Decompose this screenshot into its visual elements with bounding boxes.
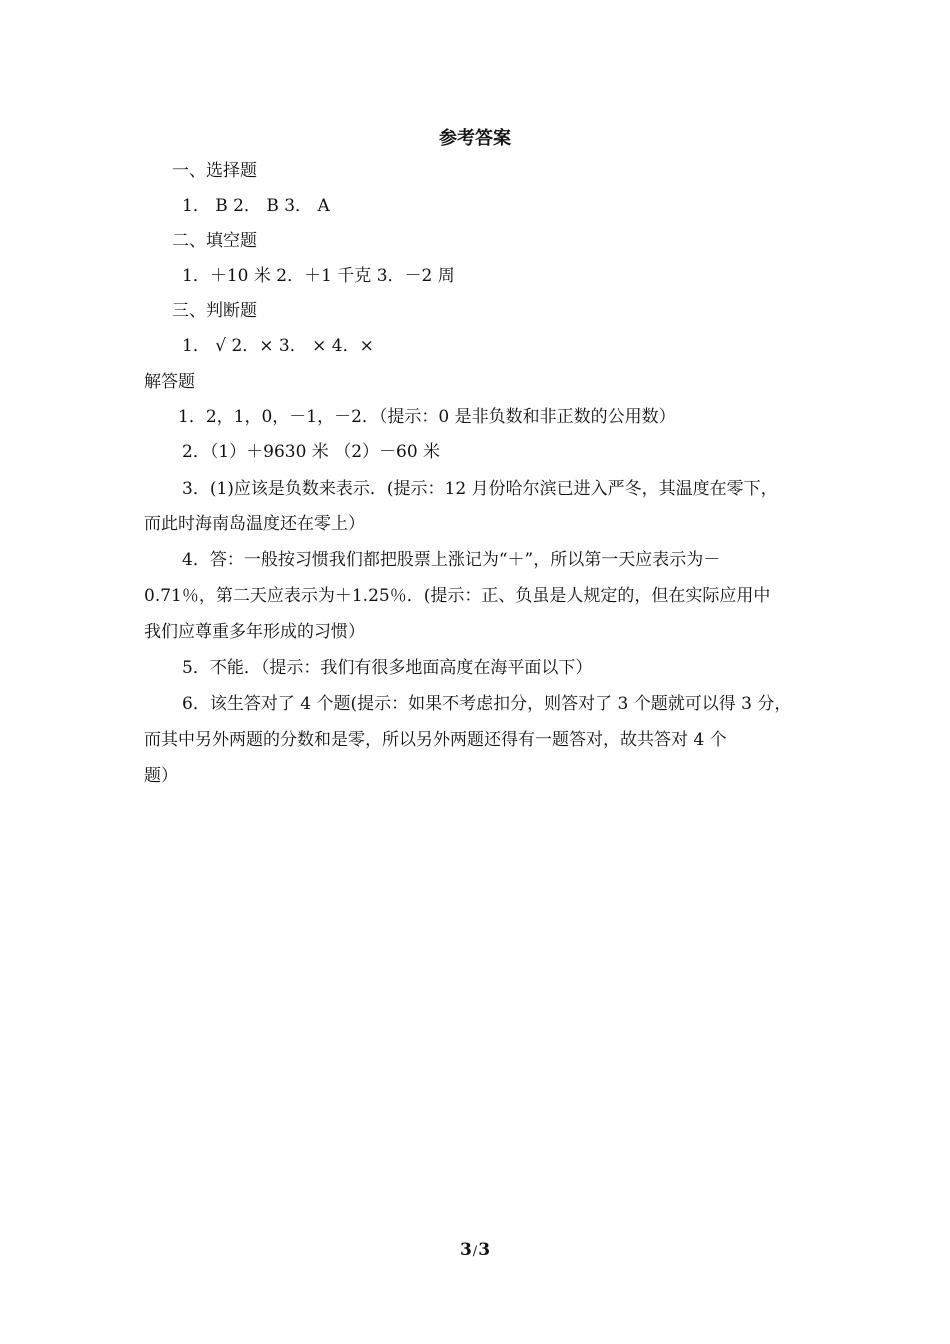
page-number <box>0 1240 950 1260</box>
page-title: 参考答案 <box>439 128 511 149</box>
section-heading-solve: 解答题 <box>144 372 195 392</box>
page-total: 3 <box>478 1240 491 1260</box>
answer-line-judge: 1． √ 2．× 3． × 4．× <box>182 336 374 356</box>
answer-line-choice: 1． B 2． B 3． A <box>182 196 330 216</box>
answer-line-solve-6c: 题） <box>144 766 178 786</box>
answer-line-solve-2: 2．（1）＋9630 米 （2）－60 米 <box>182 442 441 462</box>
section-heading-choice: 一、选择题 <box>172 161 257 181</box>
answer-line-solve-6a: 6．该生答对了 4 个题(提示：如果不考虑扣分，则答对了 3 个题就可以得 3 分， <box>182 694 792 714</box>
answer-line-solve-3b: 而此时海南岛温度还在零上） <box>144 514 365 534</box>
answer-line-solve-4a: 4．答：一般按习惯我们都把股票上涨记为“＋”，所以第一天应表示为－ <box>182 550 721 570</box>
answer-line-solve-3a: 3．(1)应该是负数来表示．(提示：12 月份哈尔滨已进入严冬，其温度在零下， <box>182 479 778 499</box>
page-current: 3 <box>459 1240 472 1260</box>
section-heading-fill: 二、填空题 <box>172 231 257 251</box>
answer-line-solve-6b: 而其中另外两题的分数和是零，所以另外两题还得有一题答对，故共答对 4 个 <box>144 730 727 750</box>
answer-line-fill: 1．＋10 米 2．＋1 千克 3．－2 周 <box>182 266 455 286</box>
section-heading-judge: 三、判断题 <box>172 301 257 321</box>
page-separator: / <box>472 1244 478 1259</box>
answer-line-solve-5: 5．不能．（提示：我们有很多地面高度在海平面以下） <box>182 658 593 678</box>
answer-line-solve-1: 1．2，1，0，－1，－2．（提示：0 是非负数和非正数的公用数） <box>178 407 676 427</box>
answer-line-solve-4b: 0.71％，第二天应表示为＋1.25％．(提示：正、负虽是人规定的，但在实际应用中 <box>144 586 771 606</box>
answer-line-solve-4c: 我们应尊重多年形成的习惯） <box>144 622 365 642</box>
